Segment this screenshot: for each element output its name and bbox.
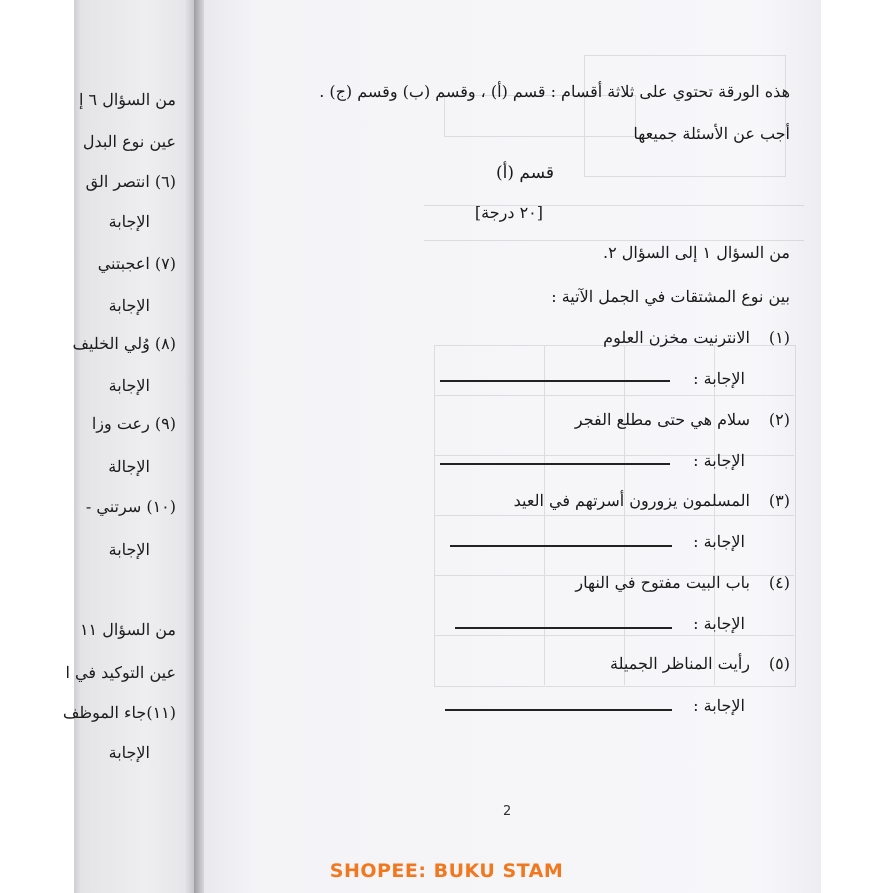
prev-line-12: الإجابة	[108, 540, 150, 559]
answer-line	[440, 380, 670, 382]
prev-line-7: (٨) وُلي الخليف	[72, 334, 176, 353]
answer-label: الإجابة :	[693, 532, 745, 551]
previous-page-edge	[62, 0, 194, 893]
section-title: قسم (أ)	[496, 163, 554, 183]
question-number: (٢)	[768, 410, 790, 429]
prev-line-14: عين التوكيد في ا	[65, 663, 176, 682]
question-text: المسلمون يزورون أسرتهم في العيد	[513, 491, 750, 510]
prev-line-2: عين نوع البدل	[82, 132, 176, 151]
prev-line-16: الإجابة	[108, 743, 150, 762]
prev-line-10: الإجالة	[108, 457, 150, 476]
paper-intro: هذه الورقة تحتوي على ثلاثة أقسام : قسم (أ) ، وقسم (ب) وقسم (ج) .	[319, 82, 790, 101]
prev-line-15: (١١)جاء الموظف	[62, 703, 176, 722]
show-through-ghost	[424, 55, 804, 695]
answer-label: الإجابة :	[693, 614, 745, 633]
prev-line-11: (١٠) سرتني -	[85, 497, 176, 516]
scan-margin-left	[0, 0, 74, 893]
question-text: رأيت المناظر الجميلة	[610, 654, 750, 673]
question-text: الانترنيت مخزن العلوم	[603, 328, 750, 347]
prev-line-13: من السؤال ١١	[79, 620, 176, 639]
question-number: (٣)	[768, 491, 790, 510]
question-text: سلام هي حتى مطلع الفجر	[574, 410, 750, 429]
question-number: (٥)	[768, 654, 790, 673]
prev-line-9: (٩) رعت وزا	[91, 414, 176, 433]
prev-line-1: من السؤال ٦ إ	[79, 90, 176, 109]
question-number: (٤)	[768, 573, 790, 592]
prev-line-8: الإجابة	[108, 376, 150, 395]
answer-line	[450, 545, 672, 547]
scan-margin-right	[821, 0, 893, 893]
prev-line-6: الإجابة	[108, 296, 150, 315]
answer-label: الإجابة :	[693, 369, 745, 388]
answer-label: الإجابة :	[693, 451, 745, 470]
question-text: باب البيت مفتوح في النهار	[575, 573, 750, 592]
instruction: أجب عن الأسئلة جميعها	[633, 124, 790, 143]
prev-line-4: الإجابة	[108, 212, 150, 231]
answer-line	[455, 627, 672, 629]
question-number: (١)	[768, 328, 790, 347]
question-range: من السؤال ١ إلى السؤال ٢.	[603, 243, 790, 262]
shop-watermark: SHOPEE: BUKU STAM	[329, 860, 564, 882]
task-instruction: بين نوع المشتقات في الجمل الآتية :	[551, 287, 790, 306]
prev-line-5: (٧) اعجبتني	[97, 254, 176, 273]
page-number: 2	[503, 804, 512, 819]
book-gutter	[194, 0, 204, 893]
section-marks: [٢٠ درجة]	[474, 203, 543, 222]
answer-label: الإجابة :	[693, 696, 745, 715]
answer-line	[445, 709, 672, 711]
answer-line	[440, 463, 670, 465]
prev-line-3: (٦) انتصر الق	[85, 172, 176, 191]
